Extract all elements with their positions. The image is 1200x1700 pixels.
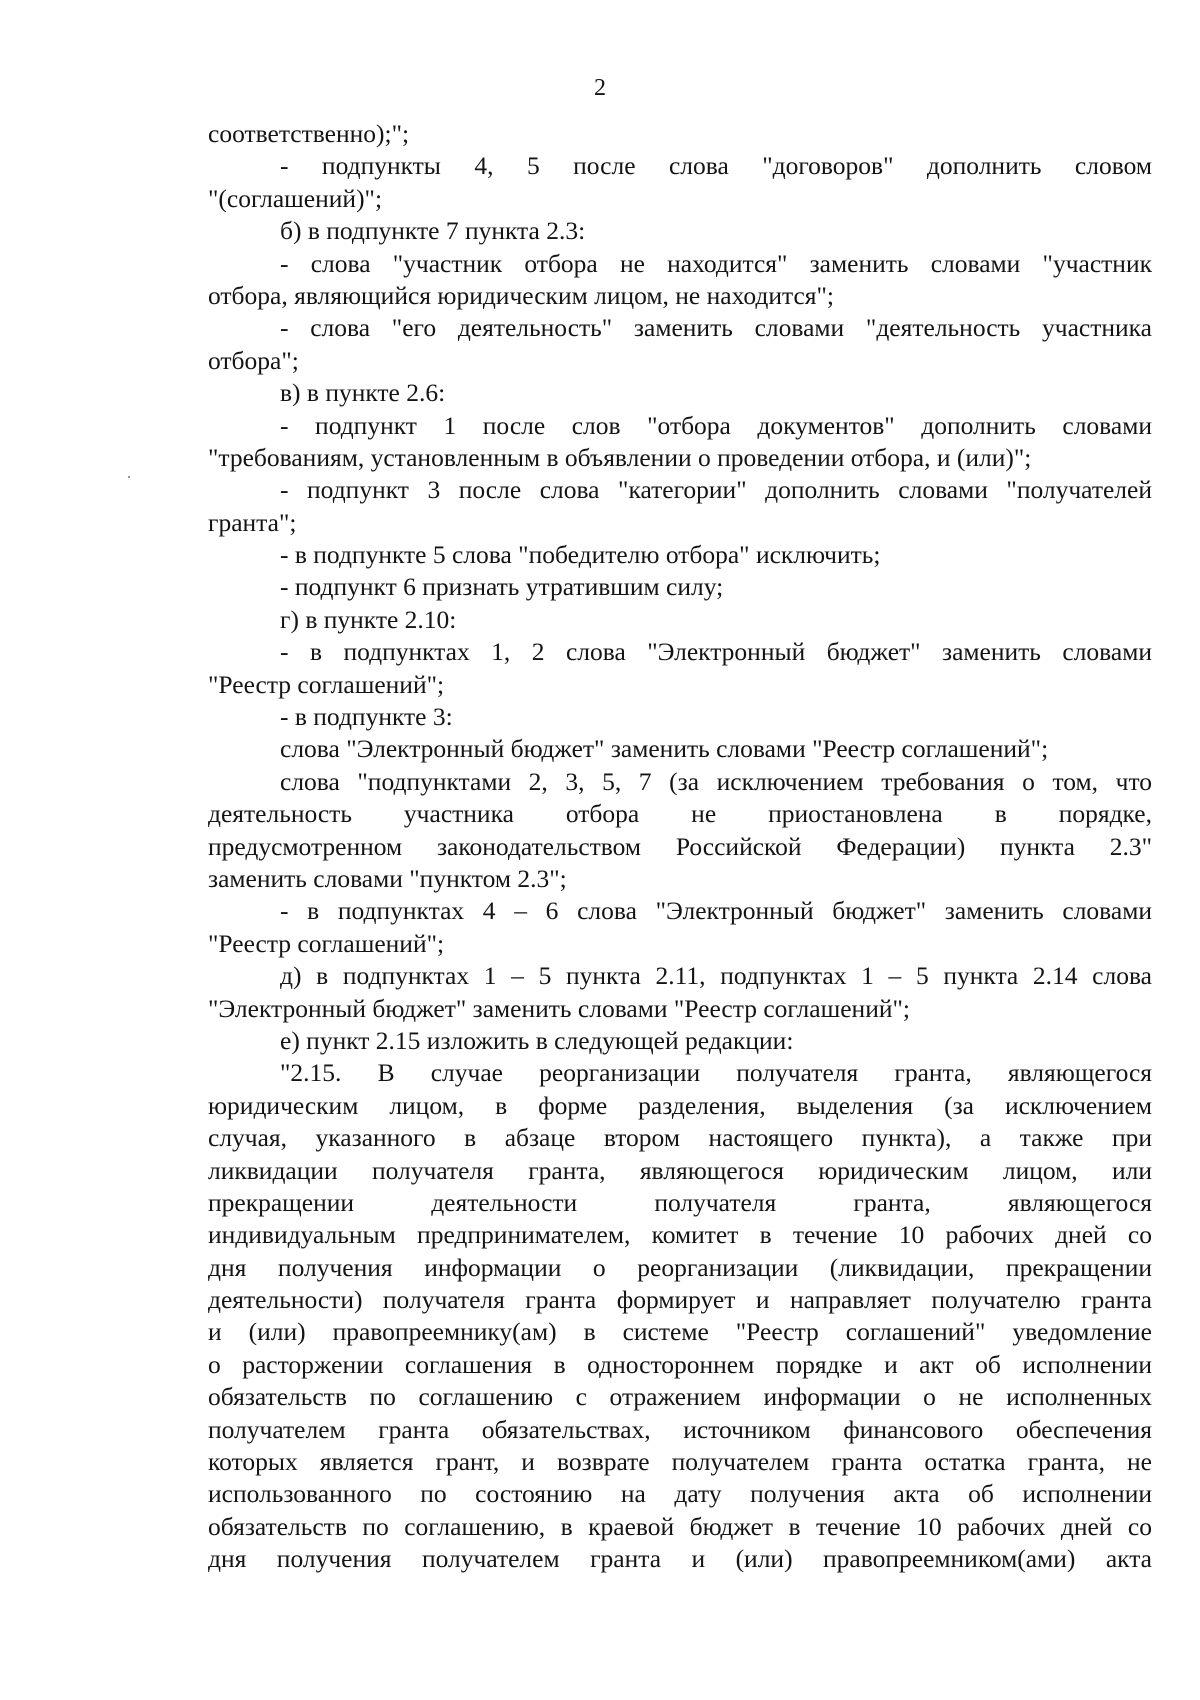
text-line: - в подпункте 5 слова "победителю отбора" исключить; — [280, 540, 881, 570]
text-line: деятельность участника отбора не приостановлена в порядке, — [208, 799, 1152, 829]
text-line: е) пункт 2.15 изложить в следующей редакции: — [280, 1025, 794, 1055]
text-line: слова "Электронный бюджет" заменить словами "Реестр соглашений"; — [280, 734, 1049, 764]
text-line: использованного по состоянию на дату получения акта об исполнении — [208, 1479, 1152, 1509]
text-line: обязательств по соглашению с отражением информации о не исполненных — [208, 1382, 1152, 1412]
text-line: которых является грант, и возврате получателем гранта остатка гранта, не — [208, 1447, 1152, 1477]
text-line: прекращении деятельности получателя гранта, являющегося — [208, 1187, 1152, 1217]
text-line: предусмотренном законодательством Российской Федерации) пункта 2.3" — [208, 831, 1152, 861]
text-line: гранта"; — [208, 507, 297, 537]
text-line: - в подпунктах 1, 2 слова "Электронный бюджет" заменить словами — [280, 637, 1152, 667]
text-line: деятельности) получателя гранта формирует и направляет получателю гранта — [208, 1285, 1152, 1315]
text-line: б) в подпункте 7 пункта 2.3: — [280, 216, 586, 246]
text-line: обязательств по соглашению, в краевой бюджет в течение 10 рабочих дней со — [208, 1511, 1152, 1541]
text-line: заменить словами "пунктом 2.3"; — [208, 863, 567, 893]
document-body — [208, 118, 1152, 1576]
text-line: соответственно);"; — [208, 119, 410, 148]
text-line: случая, указанного в абзаце втором настоящего пункта), а также при — [208, 1123, 1152, 1153]
text-line: "2.15. В случае реорганизации получателя гранта, являющегося — [280, 1058, 1152, 1088]
text-line: "(соглашений)"; — [208, 183, 383, 213]
text-line: слова "подпунктами 2, 3, 5, 7 (за исключением требования о том, что — [280, 766, 1152, 796]
text-line: дня получения получателем гранта и (или) правопреемником(ами) акта — [208, 1544, 1152, 1574]
text-line: о расторжении соглашения в одностороннем порядке и акт об исполнении — [208, 1349, 1152, 1379]
text-line: - подпункт 6 признать утратившим силу; — [280, 572, 724, 602]
text-line: и (или) правопреемнику(ам) в системе "Реестр соглашений" уведомление — [208, 1317, 1152, 1347]
text-line: - подпункты 4, 5 после слова "договоров" дополнить словом — [280, 151, 1152, 181]
text-line: отбора"; — [208, 345, 299, 375]
text-line: отбора, являющийся юридическим лицом, не находится"; — [208, 280, 834, 310]
text-line: юридическим лицом, в форме разделения, выделения (за исключением — [208, 1090, 1152, 1120]
text-line: - в подпункте 3: — [280, 702, 453, 732]
text-line: ликвидации получателя гранта, являющегося юридическим лицом, или — [208, 1155, 1152, 1185]
text-line: индивидуальным предпринимателем, комитет в течение 10 рабочих дней со — [208, 1220, 1152, 1250]
text-line: "Реестр соглашений"; — [208, 928, 445, 958]
scan-speck — [128, 476, 130, 478]
text-line: получателем гранта обязательствах, источником финансового обеспечения — [208, 1414, 1152, 1444]
text-line: г) в пункте 2.10: — [280, 604, 457, 634]
text-line: - подпункт 1 после слов "отбора документов" дополнить словами — [280, 410, 1152, 440]
text-line: "требованиям, установленным в объявлении о проведении отбора, и (или)"; — [208, 442, 1032, 472]
text-line: дня получения информации о реорганизации (ликвидации, прекращении — [208, 1252, 1152, 1282]
text-line: - в подпунктах 4 – 6 слова "Электронный бюджет" заменить словами — [280, 896, 1152, 926]
text-line: - слова "участник отбора не находится" заменить словами "участник — [280, 248, 1152, 278]
text-line: "Электронный бюджет" заменить словами "Реестр соглашений"; — [208, 993, 910, 1023]
text-line: в) в пункте 2.6: — [280, 378, 446, 408]
page-number: 2 — [594, 75, 606, 101]
text-line: "Реестр соглашений"; — [208, 669, 445, 699]
text-line: - подпункт 3 после слова "категории" дополнить словами "получателей — [280, 475, 1152, 505]
text-line: д) в подпунктах 1 – 5 пункта 2.11, подпунктах 1 – 5 пункта 2.14 слова — [280, 961, 1152, 991]
text-line: - слова "его деятельность" заменить словами "деятельность участника — [280, 313, 1152, 343]
